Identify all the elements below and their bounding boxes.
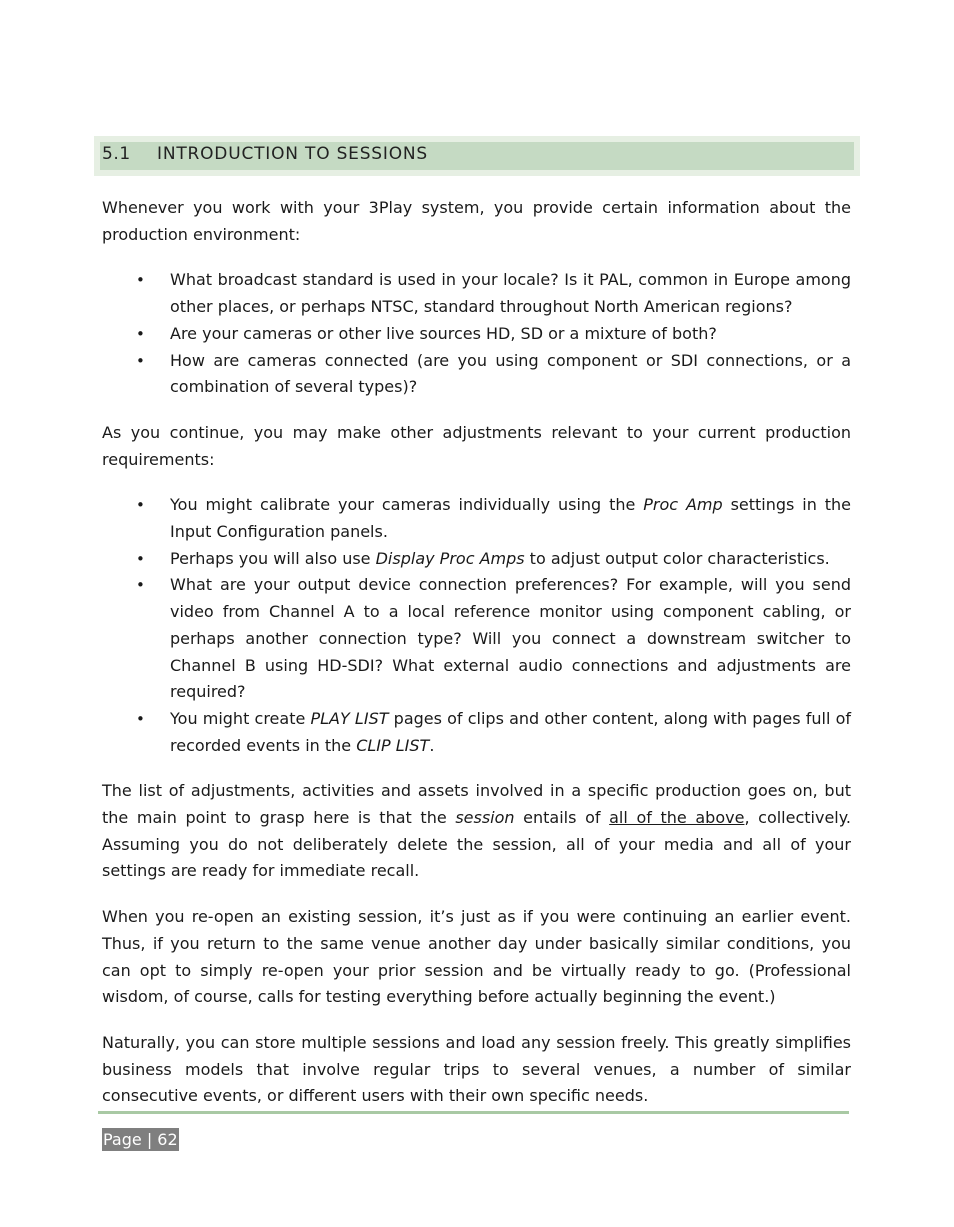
section-title: INTRODUCTION TO SESSIONS [157,144,428,164]
paragraph-intro: Whenever you work with your 3Play system, you provide certain information about the production environment: [102,198,851,244]
underline-all-of-above: all of the above [609,808,745,828]
list-item: • Are your cameras or other live sources HD, SD or a mixture of both? [102,321,851,348]
list-item: • You might create PLAY LIST pages of clips and other content, along with pages full of recorded events in the CLIP LIST. [102,706,851,759]
paragraph-reopen: When you re-open an existing session, it’s just as if you were continuing an earlier event. Thus, if you return to the same venue another day under basically similar conditions, you can opt to simply re-open your prior session and be virtually ready to go. (Professional wisdom, of course, calls for testing everything before actually beginning the event.) [102,907,851,1007]
emphasis-proc-amp: Proc Amp [643,495,723,515]
emphasis-display-proc-amps: Display Proc Amps [375,548,525,568]
bullet-list-environment [102,267,851,401]
bullet-icon: • [136,576,145,595]
bullet-icon: • [136,271,145,290]
section-heading [94,136,860,176]
emphasis-session: session [455,808,515,828]
list-item: • What are your output device connection preferences? For example, will you send video from Channel A to a local reference monitor using component cabling, or perhaps another connection type? Will you connect a downstream switcher to Channel B using HD-SDI? What external audio connections and adjustments are required? [102,572,851,706]
paragraph-multiple-sessions: Naturally, you can store multiple sessions and load any session freely. This greatly simplifies business models that involve regular trips to several venues, a number of similar consecutive events, or different users with their own specific needs. [102,1032,851,1106]
bullet-list-adjustments [102,492,851,759]
list-item: • What broadcast standard is used in your locale? Is it PAL, common in Europe among other places, or perhaps NTSC, standard throughout North American regions? [102,267,851,320]
emphasis-play-list: PLAY LIST [310,708,389,728]
page-number: Page | 62 [103,1130,178,1149]
footer-divider [98,1111,849,1114]
emphasis-clip-list: CLIP LIST [356,735,430,755]
bullet-icon: • [136,324,145,343]
bullet-icon: • [136,709,145,728]
list-item: • Perhaps you will also use Display Proc Amps to adjust output color characteristics. [102,546,851,573]
body-content [102,195,851,1129]
bullet-icon: • [136,549,145,568]
paragraph-session-definition: The list of adjustments, activities and assets involved in a specific production goes on, but the main point to grasp here is that the session entails of all of the above, collectively. Assuming you do not deliberately delete the session, all of your media and all of your settings are ready for immediate recall. [102,781,852,881]
list-item: • You might calibrate your cameras individually using the Proc Amp settings in the Input Configuration panels. [102,492,851,545]
bullet-icon: • [136,351,145,370]
paragraph-adjustments: As you continue, you may make other adjustments relevant to your current production requirements: [102,422,851,469]
list-item: • How are cameras connected (are you using component or SDI connections, or a combination of several types)? [102,348,851,401]
bullet-icon: • [136,496,145,515]
section-number: 5.1 [102,144,131,164]
